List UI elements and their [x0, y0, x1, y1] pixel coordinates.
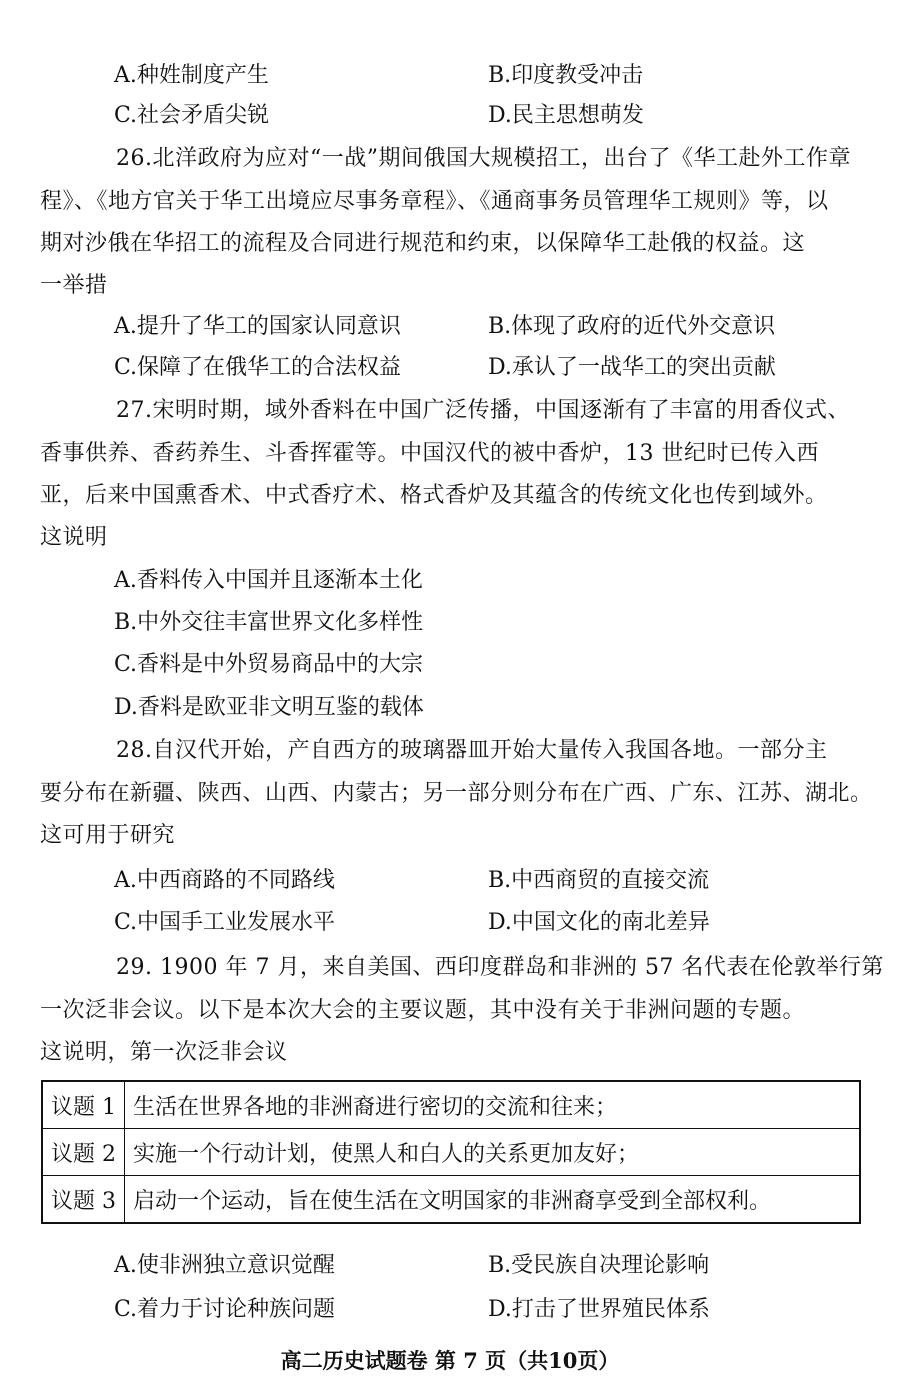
q27-option-d: D.香料是欧亚非文明互鉴的载体 [114, 695, 424, 720]
q25-option-c: C.社会矛盾尖锐 [114, 103, 270, 128]
q26-stem-line: 程》、《地方官关于华工出境应尽事务章程》、《通商事务员管理华工规则》等，以 [40, 189, 829, 214]
q29-stem-line: 一次泛非会议。以下是本次大会的主要议题，其中没有关于非洲问题的专题。 [40, 998, 806, 1023]
topic-text: 启动一个运动，旨在使生活在文明国家的非洲裔享受到全部权利。 [125, 1176, 861, 1224]
topic-label: 议题 2 [42, 1129, 125, 1176]
q27-stem-line: 亚，后来中国熏香术、中式香疗术、格式香炉及其蕴含的传统文化也传到域外。 [40, 483, 828, 508]
q28-option-a: A.中西商路的不同路线 [114, 868, 335, 893]
topic-text: 实施一个行动计划，使黑人和白人的关系更加友好； [125, 1129, 861, 1176]
q26-option-b: B.体现了政府的近代外交意识 [488, 314, 776, 339]
q26-option-a: A.提升了华工的国家认同意识 [114, 314, 401, 339]
q29-option-d: D.打击了世界殖民体系 [488, 1297, 710, 1322]
q27-option-c: C.香料是中外贸易商品中的大宗 [114, 652, 424, 677]
topic-label: 议题 1 [42, 1081, 125, 1129]
q29-option-a: A.使非洲独立意识觉醒 [114, 1253, 335, 1278]
page-footer: 高二历史试题卷 第 7 页（共10页） [280, 1348, 620, 1373]
q25-option-d: D.民主思想萌发 [488, 103, 644, 128]
q25-option-a: A.种姓制度产生 [114, 63, 269, 88]
table-row [42, 1176, 860, 1224]
q27-stem-line: 27.宋明时期，域外香料在中国广泛传播，中国逐渐有了丰富的用香仪式、 [116, 398, 850, 423]
q28-stem-line: 这可用于研究 [40, 823, 176, 848]
q26-stem-line: 期对沙俄在华招工的流程及合同进行规范和约束，以保障华工赴俄的权益。这 [40, 231, 806, 256]
q29-stem-line: 29. 1900 年 7 月，来自美国、西印度群岛和非洲的 57 名代表在伦敦举行第 [116, 955, 884, 980]
q26-stem-line: 26.北洋政府为应对“一战”期间俄国大规模招工，出台了《华工赴外工作章 [116, 146, 851, 171]
q26-stem-line: 一举措 [40, 273, 108, 298]
q28-stem-line: 28.自汉代开始，产自西方的玻璃器皿开始大量传入我国各地。一部分主 [116, 738, 828, 763]
table-row [42, 1129, 860, 1176]
q28-stem-line: 要分布在新疆、陕西、山西、内蒙古；另一部分则分布在广西、广东、江苏、湖北。 [40, 781, 873, 806]
table-row [42, 1081, 860, 1129]
topic-label: 议题 3 [42, 1176, 125, 1224]
q27-stem-line: 香事供养、香药养生、斗香挥霍等。中国汉代的被中香炉，13 世纪时已传入西 [40, 441, 819, 466]
q28-option-c: C.中国手工业发展水平 [114, 910, 336, 935]
q29-option-b: B.受民族自决理论影响 [488, 1253, 710, 1278]
q29-option-c: C.着力于讨论种族问题 [114, 1297, 336, 1322]
topic-text: 生活在世界各地的非洲裔进行密切的交流和往来； [125, 1081, 861, 1129]
q27-stem-line: 这说明 [40, 525, 108, 550]
q28-option-b: B.中西商贸的直接交流 [488, 868, 710, 893]
q29-topics-table [41, 1080, 861, 1224]
q26-option-c: C.保障了在俄华工的合法权益 [114, 355, 402, 380]
q27-option-b: B.中外交往丰富世界文化多样性 [114, 610, 424, 635]
q29-stem-line: 这说明，第一次泛非会议 [40, 1040, 288, 1065]
q28-option-d: D.中国文化的南北差异 [488, 910, 710, 935]
q27-option-a: A.香料传入中国并且逐渐本土化 [114, 568, 423, 593]
q26-option-d: D.承认了一战华工的突出贡献 [488, 355, 776, 380]
q25-option-b: B.印度教受冲击 [488, 63, 644, 88]
